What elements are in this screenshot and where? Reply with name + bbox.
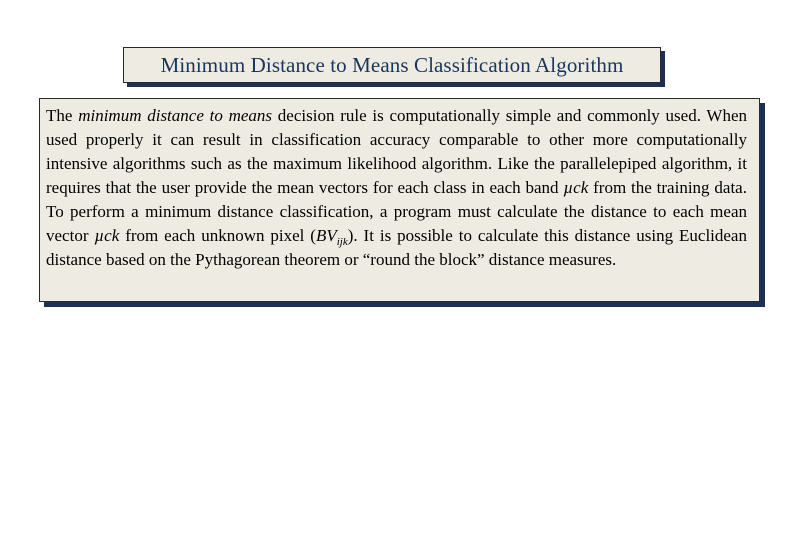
text-segment: The bbox=[46, 106, 79, 125]
text-segment: from the training data. To perform a minimum distance classification, a program must calculate the distance to each mean vector bbox=[46, 178, 747, 245]
symbol-brightness-subscript: ijk bbox=[336, 236, 348, 248]
symbol-mean-vector: µck bbox=[94, 226, 120, 245]
italic-term-minimum-distance: minimum distance to means bbox=[78, 106, 273, 125]
slide-title-box bbox=[123, 47, 661, 83]
text-segment: decision rule is computationally simple and commonly used. When used properly it can result in classification accuracy comparable to other more computationally intensive algorithms such as the maximum likelihood algorithm. Like the parallelepiped algorithm, it requires that the user provide the mean vectors for each class in each band bbox=[46, 106, 748, 197]
text-segment: ). It is possible to calculate this distance using Euclidean distance based on the Pythagorean theorem or “round the block” distance measures. bbox=[46, 226, 747, 269]
slide-title: Minimum Distance to Means Classification Algorithm bbox=[160, 52, 624, 77]
text-segment: from each unknown pixel ( bbox=[119, 226, 316, 245]
body-text-box bbox=[39, 98, 760, 302]
symbol-mean-vector: µck bbox=[563, 178, 589, 197]
symbol-brightness-value: BV bbox=[315, 226, 337, 245]
body-paragraph bbox=[46, 104, 747, 272]
